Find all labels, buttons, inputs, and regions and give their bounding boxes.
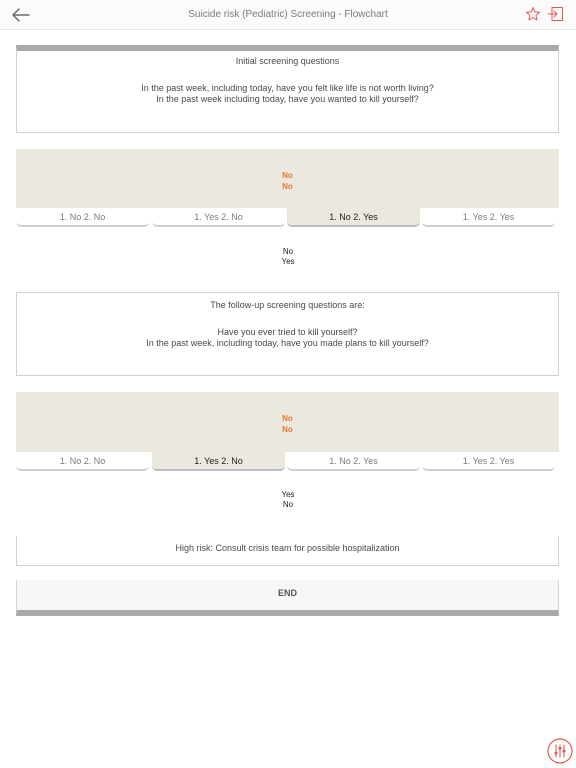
tab-no-no[interactable]: 1. No 2. No xyxy=(16,452,149,471)
followup-question-2: In the past week, including today, have you made plans to kill yourself? xyxy=(146,338,429,348)
exit-icon[interactable] xyxy=(547,6,564,22)
initial-questions-card xyxy=(16,45,559,133)
sliders-icon[interactable] xyxy=(547,738,573,764)
star-icon[interactable] xyxy=(525,6,541,22)
followup-answer-band xyxy=(16,392,559,452)
initial-question-1: In the past week, including today, have you felt like life is not worth living? xyxy=(141,83,434,93)
followup-heading: The follow-up screening questions are: xyxy=(210,300,365,310)
tab-no-no[interactable]: 1. No 2. No xyxy=(16,208,149,227)
initial-path xyxy=(0,247,576,267)
top-bar xyxy=(0,0,576,30)
initial-answer-tabs xyxy=(16,208,559,229)
followup-answer-2: No xyxy=(282,425,293,434)
followup-answer-tabs xyxy=(16,452,559,473)
followup-questions-card xyxy=(16,292,559,376)
initial-heading: Initial screening questions xyxy=(235,56,340,66)
tab-yes-no[interactable]: 1. Yes 2. No xyxy=(152,452,285,471)
tab-yes-no[interactable]: 1. Yes 2. No xyxy=(152,208,285,227)
followup-path xyxy=(0,490,576,510)
initial-answer-band xyxy=(16,149,559,208)
initial-answer-2: No xyxy=(282,182,293,191)
tab-yes-yes[interactable]: 1. Yes 2. Yes xyxy=(422,452,555,471)
result-text: High risk: Consult crisis team for possible hospitalization xyxy=(175,543,400,553)
page-title: Suicide risk (Pediatric) Screening - Flowchart xyxy=(188,9,388,20)
followup-answer-1: No xyxy=(282,414,293,423)
followup-question-1: Have you ever tried to kill yourself? xyxy=(217,327,358,337)
end-box: END xyxy=(16,580,559,616)
initial-question-2: In the past week including today, have you wanted to kill yourself? xyxy=(156,94,419,104)
initial-path-2: Yes xyxy=(281,257,295,266)
tab-no-yes[interactable]: 1. No 2. Yes xyxy=(287,452,420,471)
tab-no-yes[interactable]: 1. No 2. Yes xyxy=(287,208,420,227)
followup-path-2: No xyxy=(282,500,294,509)
initial-path-1: No xyxy=(282,247,294,256)
initial-answer-1: No xyxy=(282,171,293,180)
result-card xyxy=(16,536,559,566)
followup-path-1: Yes xyxy=(281,490,295,499)
tab-yes-yes[interactable]: 1. Yes 2. Yes xyxy=(422,208,555,227)
